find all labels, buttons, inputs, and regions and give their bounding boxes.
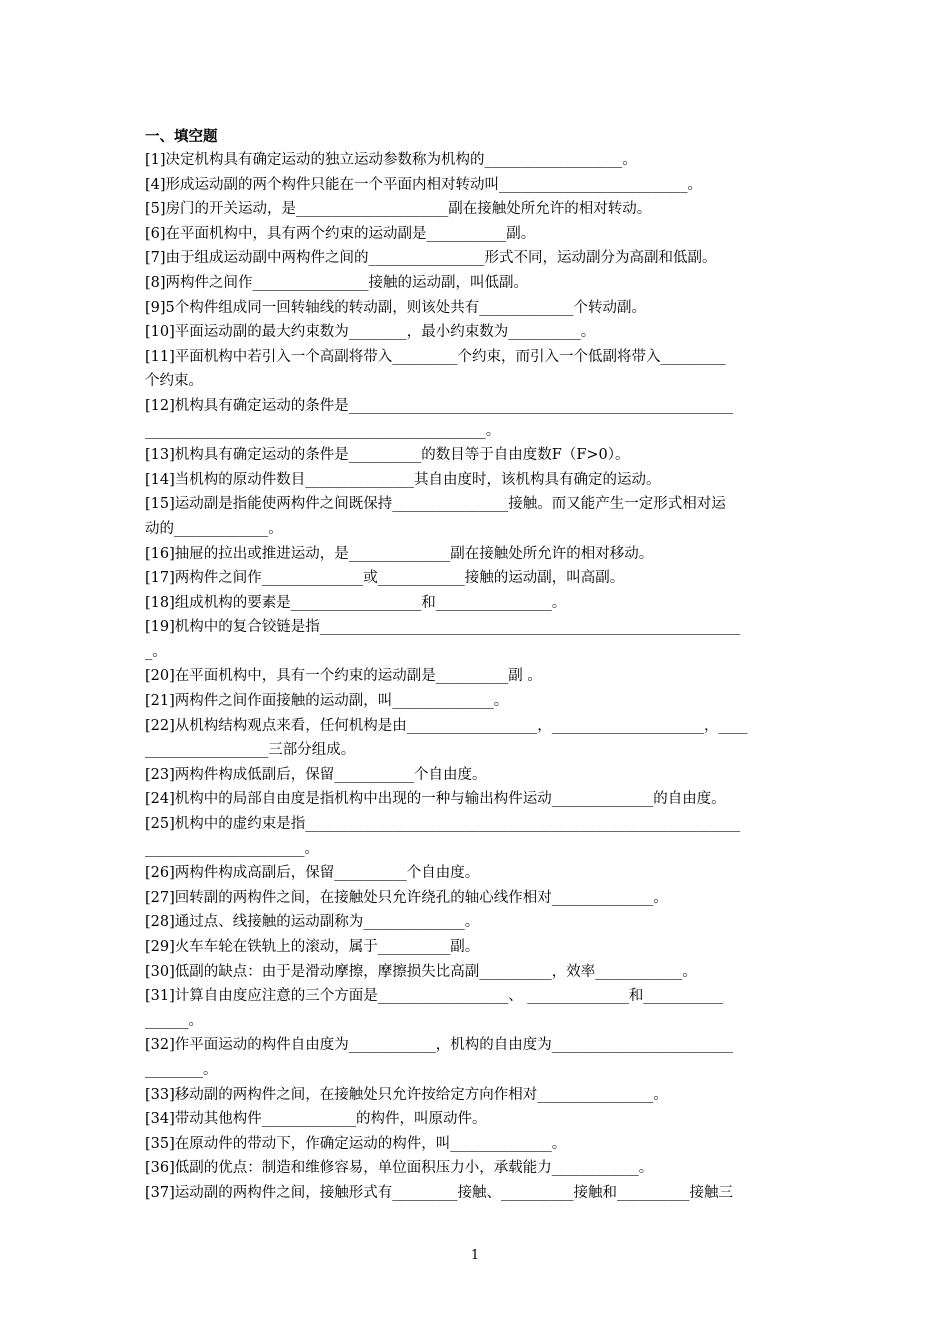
question-list	[145, 148, 808, 1206]
question-line: [7]由于组成运动副中两构件之间的________________形式不同，运动副分为高副和低副。	[145, 250, 717, 267]
question-line: _。	[145, 643, 167, 660]
question-line: [6]在平面机构中，具有两个约束的运动副是___________副。	[145, 225, 536, 242]
document-content	[145, 126, 808, 1206]
question-line: [11]平面机构中若引入一个高副将带入_________个约束，而引入一个低副将带入_________	[145, 348, 726, 365]
question-line: ________。	[145, 1061, 218, 1078]
question-line: [12]机构具有确定运动的条件是_____________________________________________________	[145, 397, 734, 414]
question-line: [10]平面运动副的最大约束数为________，最小约束数为__________。	[145, 324, 596, 341]
question-line: [13]机构具有确定运动的条件是__________的数目等于自由度数F（F>0）。	[145, 447, 630, 464]
question-line: [23]两构件构成低副后，保留___________个自由度。	[145, 766, 487, 783]
question-line: [16]抽屉的拉出或推进运动，是______________副在接触处所允许的相对移动。	[145, 545, 654, 562]
question-line: [33]移动副的两构件之间，在接触处只允许按给定方向作相对________________。	[145, 1086, 668, 1103]
question-line: [29]火车车轮在铁轨上的滚动，属于__________副。	[145, 939, 480, 955]
question-line: [28]通过点、线接触的运动副称为______________。	[145, 914, 480, 931]
question-line: [1]决定机构具有确定运动的独立运动参数称为机构的___________________。	[145, 152, 637, 168]
question-line: [22]从机构结构观点来看，任何机构是由__________________，_____________________，____	[145, 717, 748, 734]
question-line: [9]5个构件组成同一回转轴线的转动副，则该处共有_____________个转动副。	[145, 299, 647, 316]
question-line: 个约束。	[145, 373, 203, 390]
question-line: ______。	[145, 1012, 203, 1029]
question-line: [19]机构中的复合铰链是指__________________________________________________________	[145, 619, 741, 636]
question-line: [30]低副的缺点：由于是滑动摩擦，摩擦损失比高副__________，效率____________。	[145, 963, 697, 980]
question-line: [32]作平面运动的构件自由度为____________，机构的自由度为_________________________	[145, 1037, 734, 1054]
question-line: [20]在平面机构中，具有一个约束的运动副是__________副 。	[145, 668, 542, 685]
question-line: [37]运动副的两构件之间，接触形式有_________接触、__________接触和__________接触三	[145, 1184, 734, 1201]
question-line: [4]形成运动副的两个构件只能在一个平面内相对转动叫__________________________。	[145, 176, 703, 193]
question-line: _______________________________________________。	[145, 422, 501, 439]
question-line: [21]两构件之间作面接触的运动副，叫______________。	[145, 693, 509, 710]
question-line: [15]运动副是指能使两构件之间既保持________________接触。而又能产生一定形式相对运	[145, 496, 726, 513]
question-line: [36]低副的优点：制造和维修容易，单位面积压力小，承载能力____________。	[145, 1160, 654, 1177]
question-line: [8]两构件之间作________________接触的运动副，叫低副。	[145, 274, 529, 291]
page-number: 1	[470, 1248, 480, 1263]
question-line: [5]房门的开关运动，是_____________________副在接触处所允许的相对转动。	[145, 201, 652, 218]
question-line: [25]机构中的虚约束是指____________________________________________________________	[145, 816, 741, 833]
question-line: [34]带动其他构件_____________的构件，叫原动件。	[145, 1111, 487, 1128]
question-line: ______________________。	[145, 840, 319, 857]
section-heading: 一、填空题	[145, 129, 218, 145]
question-line: [26]两构件构成高副后，保留__________个自由度。	[145, 865, 480, 882]
question-line: [17]两构件之间作______________或____________接触的运动副，叫高副。	[145, 570, 625, 587]
question-line: [35]在原动件的带动下，作确定运动的构件，叫______________。	[145, 1135, 567, 1152]
question-line: [14]当机构的原动件数目_______________其自由度时，该机构具有确定的运动。	[145, 471, 661, 488]
question-line: [18]组成机构的要素是__________________和________________。	[145, 594, 567, 611]
question-line: 动的_____________。	[145, 520, 283, 537]
question-line: _________________三部分组成。	[145, 742, 356, 759]
question-line: [27]回转副的两构件之间，在接触处只允许绕孔的轴心线作相对______________。	[145, 889, 668, 906]
question-line: [31]计算自由度应注意的三个方面是__________________、 ______________和___________	[145, 988, 724, 1005]
question-line: [24]机构中的局部自由度是指机构中出现的一种与输出构件运动______________的自由度。	[145, 791, 726, 808]
